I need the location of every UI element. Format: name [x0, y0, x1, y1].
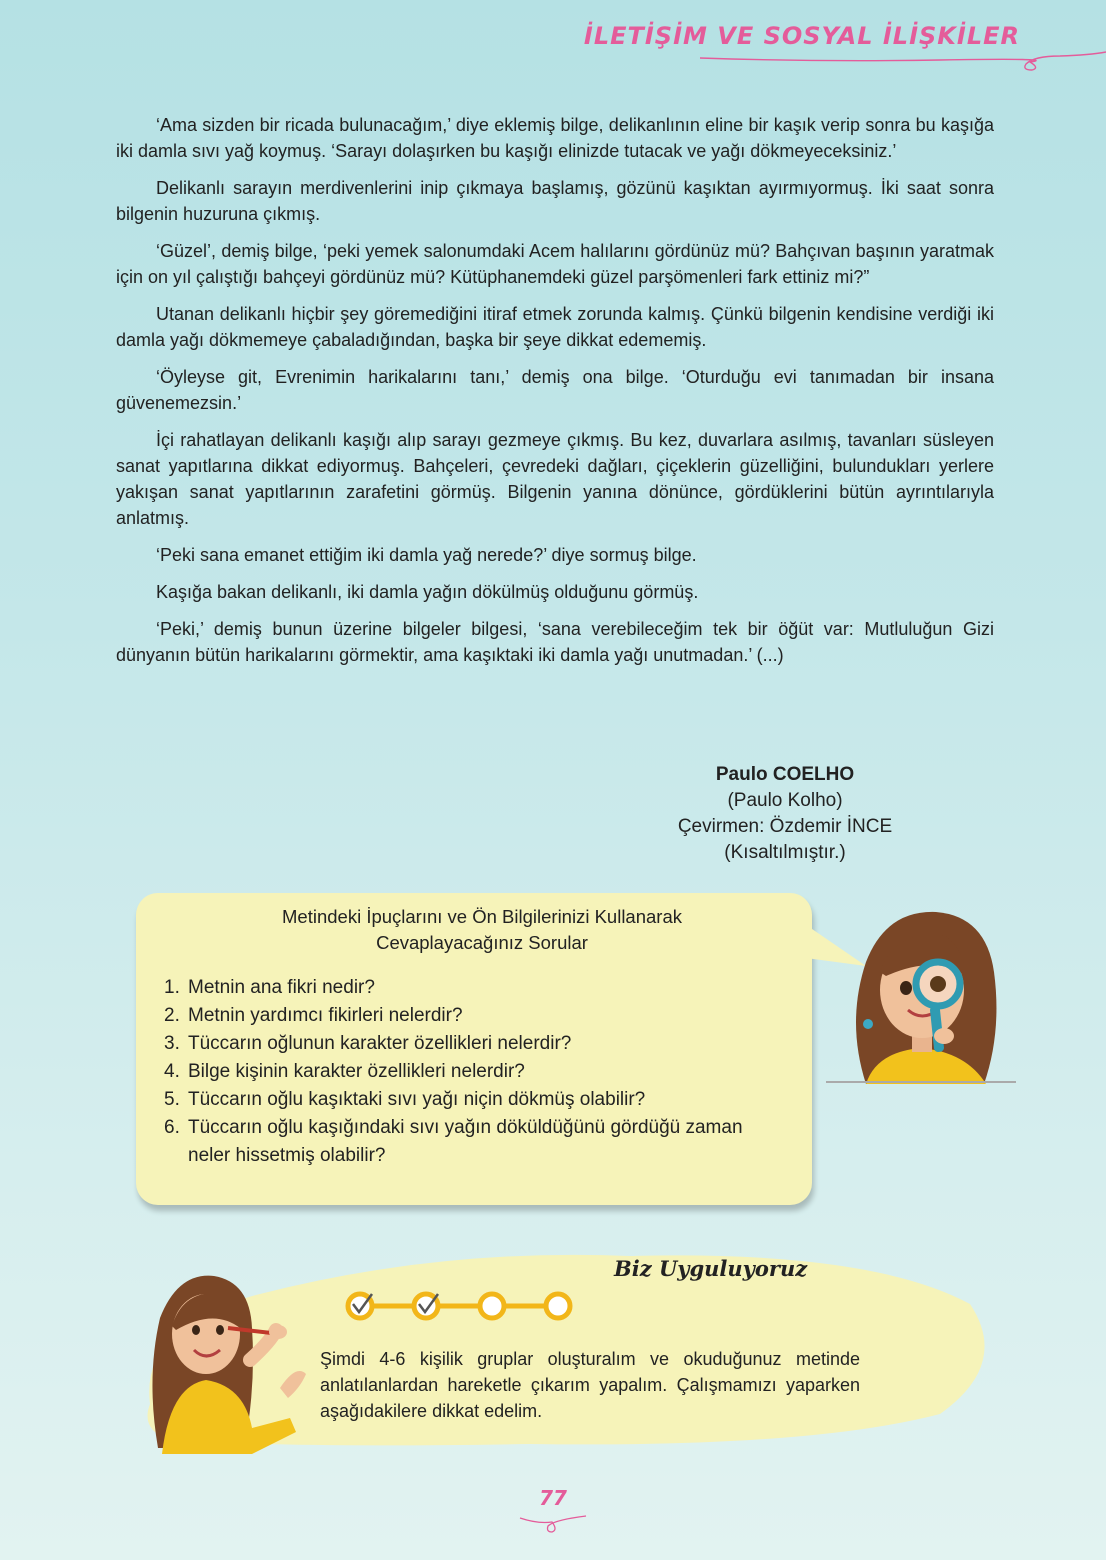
story-paragraph: ‘Ama sizden bir ricada bulunacağım,’ diye eklemiş bilge, delikanlının eline bir kaşık verip sonra bu kaşığa iki damla sıvı yağ koymuş. ‘Sarayı dolaşırken bu kaşığı elinizde tutacak ve yağı dökmeyeceksiniz.’	[116, 115, 994, 161]
question-text: Metnin ana fikri nedir?	[188, 977, 375, 998]
question-number: 4.	[164, 1061, 180, 1082]
question-number: 6.	[164, 1117, 180, 1138]
question-item	[164, 1058, 784, 1086]
page-number-swirl	[518, 1510, 588, 1534]
girl-with-pencil-illustration	[140, 1268, 310, 1454]
question-item	[164, 1114, 784, 1170]
story-paragraph: Utanan delikanlı hiçbir şey göremediğini itiraf etmek zorunda kalmış. Çünkü bilgenin kendisine verdiği iki damla yağı dökmemeye çabaladığından, başka bir şeye dikkat edememiş.	[116, 304, 994, 350]
translator-credit: Çevirmen: Özdemir İNCE	[677, 816, 893, 837]
girl-with-magnifier-illustration	[826, 902, 1016, 1084]
questions-list	[164, 974, 784, 1170]
question-item	[164, 1086, 784, 1114]
story-paragraph: ‘Öyleyse git, Evrenimin harikalarını tanı,’ demiş ona bilge. ‘Oturduğu evi tanımadan bir insana güvenemezsin.’	[116, 367, 994, 413]
apply-instructions: Şimdi 4-6 kişilik gruplar oluşturalım ve okuduğunuz metinde anlatılanlardan hareketle çıkarım yapalım. Çalışmamızı yaparken aşağıdakilere dikkat edelim.	[320, 1349, 860, 1421]
story-text	[116, 112, 994, 679]
step-pending	[480, 1294, 504, 1318]
step-pending	[546, 1294, 570, 1318]
questions-title	[192, 904, 772, 956]
question-text: Tüccarın oğlunun karakter özellikleri nelerdir?	[188, 1033, 572, 1054]
question-text: Tüccarın oğlu kaşığındaki sıvı yağın döküldüğünü gördüğü zaman neler hissetmiş olabilir?	[188, 1117, 743, 1166]
story-paragraph: ‘Peki,’ demiş bunun üzerine bilgeler bilgesi, ‘sana verebileceğim tek bir öğüt var: Mutluluğun Gizi dünyanın bütün harikalarını görmektir, ama kaşıktaki iki damla yağı unutmadan.’ (...)	[116, 619, 994, 665]
question-text: Metnin yardımcı fikirleri nelerdir?	[188, 1005, 463, 1026]
author-credit	[650, 762, 920, 866]
questions-title-line1: Metindeki İpuçlarını ve Ön Bilgilerinizi Kullanarak	[282, 906, 682, 927]
author-pronunciation: (Paulo Kolho)	[727, 790, 843, 811]
question-number: 1.	[164, 977, 180, 998]
story-paragraph: İçi rahatlayan delikanlı kaşığı alıp sarayı gezmeye çıkmış. Bu kez, duvarlara asılmış, tavanları süsleyen sanat yapıtlarına dikkat ediyormuş. Bahçeleri, çevredeki dağları, çiçeklerin güzelliğini, bulundukları yerlere yakışan sanat yapıtlarının zarafetini görmüş. Bilgenin yanına dönünce, gördüklerini bütün ayrıntılarıyla anlatmış.	[116, 430, 994, 528]
question-item	[164, 974, 784, 1002]
question-item	[164, 1030, 784, 1058]
story-paragraph: ‘Peki sana emanet ettiğim iki damla yağ nerede?’ diye sormuş bilge.	[156, 545, 697, 565]
progress-steps	[340, 1286, 580, 1326]
question-text: Bilge kişinin karakter özellikleri nelerdir?	[188, 1061, 525, 1082]
story-paragraph: ‘Güzel’, demiş bilge, ‘peki yemek salonumdaki Acem halılarını gördünüz mü? Bahçıvan başının yaratmak için on yıl çalıştığı bahçeyi gördünüz mü? Kütüphanemdeki güzel parşömenleri fark ettiniz mi?”	[116, 241, 994, 287]
apply-section-title: Biz Uyguluyoruz	[614, 1256, 808, 1281]
header-swirl-decoration	[700, 48, 1106, 74]
question-number: 5.	[164, 1089, 180, 1110]
author-name: Paulo COELHO	[715, 764, 855, 785]
question-number: 2.	[164, 1005, 180, 1026]
chapter-title: İLETİŞİM VE SOSYAL İLİŞKİLER	[583, 22, 1020, 50]
page-number: 77	[539, 1486, 567, 1510]
question-text: Tüccarın oğlu kaşıktaki sıvı yağı niçin dökmüş olabilir?	[188, 1089, 646, 1110]
story-paragraph: Delikanlı sarayın merdivenlerini inip çıkmaya başlamış, gözünü kaşıktan ayırmıyormuş. İki saat sonra bilgenin huzuruna çıkmış.	[116, 178, 994, 224]
questions-title-line2: Cevaplayacağınız Sorular	[376, 932, 588, 953]
story-paragraph: Kaşığa bakan delikanlı, iki damla yağın dökülmüş olduğunu görmüş.	[156, 582, 699, 602]
abridged-note: (Kısaltılmıştır.)	[724, 842, 846, 863]
question-item	[164, 1002, 784, 1030]
question-number: 3.	[164, 1033, 180, 1054]
